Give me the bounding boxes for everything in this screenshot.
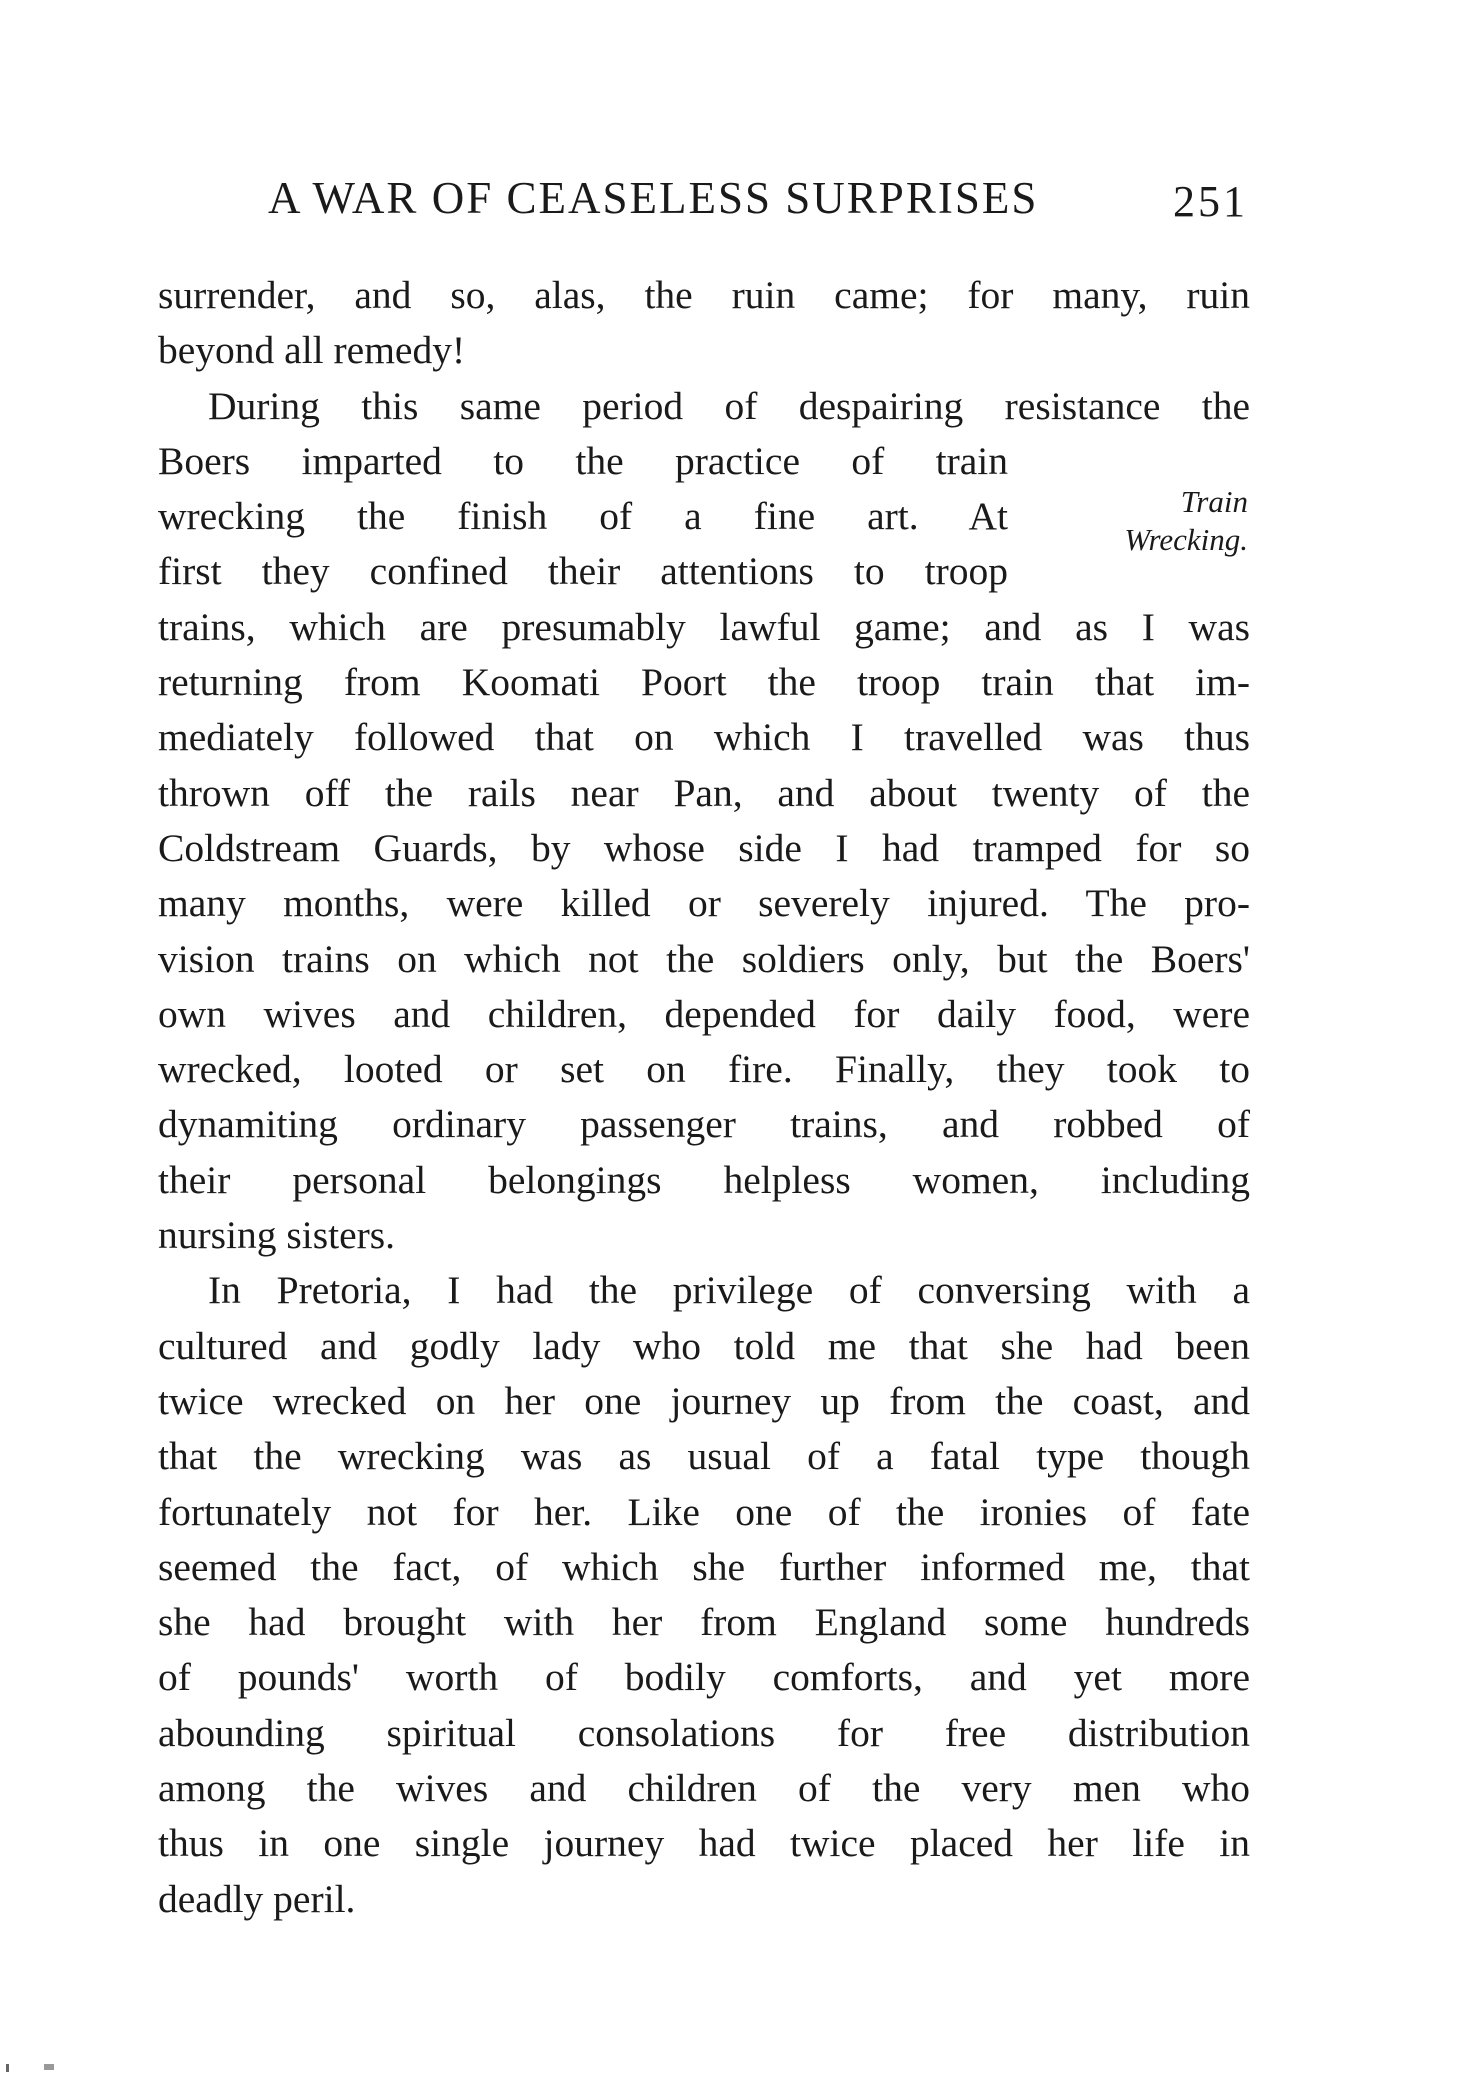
text-line: mediately followed that on which I travelled was thus bbox=[158, 715, 1250, 760]
text-line: she had brought with her from England some hundreds bbox=[158, 1600, 1250, 1645]
text-line: cultured and godly lady who told me that she had been bbox=[158, 1323, 1250, 1368]
running-title: A WAR OF CEASELESS SURPRISES bbox=[268, 173, 1039, 223]
text-line: vision trains on which not the soldiers only, but the Boers' bbox=[158, 936, 1250, 981]
text-line: first they confined their attentions to troop bbox=[158, 549, 1008, 594]
scan-artifact-icon bbox=[4, 2060, 64, 2074]
text-line: fortunately not for her. Like one of the ironies of fate bbox=[158, 1489, 1250, 1534]
text-line: thrown off the rails near Pan, and about twenty of the bbox=[158, 770, 1250, 815]
text-line: wrecked, looted or set on fire. Finally, they took to bbox=[158, 1047, 1250, 1092]
text-line: trains, which are presumably lawful game; and as I was bbox=[158, 604, 1250, 649]
text-line: deadly peril. bbox=[158, 1876, 356, 1921]
text-line: of pounds' worth of bodily comforts, and yet more bbox=[158, 1655, 1250, 1700]
text-line: nursing sisters. bbox=[158, 1213, 395, 1258]
text-line: that the wrecking was as usual of a fatal type though bbox=[158, 1434, 1250, 1479]
text-line: own wives and children, depended for daily food, were bbox=[158, 991, 1250, 1036]
text-line: abounding spiritual consolations for free distribution bbox=[158, 1710, 1250, 1755]
text-line: seemed the fact, of which she further informed me, that bbox=[158, 1544, 1250, 1589]
scan-artifact bbox=[4, 2060, 64, 2079]
text-line: their personal belongings helpless women, including bbox=[158, 1157, 1250, 1202]
margin-note-line: Train bbox=[1180, 484, 1248, 519]
text-line: surrender, and so, alas, the ruin came; for many, ruin bbox=[158, 273, 1250, 317]
text-line: Boers imparted to the practice of train bbox=[158, 438, 1008, 483]
text-line: Coldstream Guards, by whose side I had tramped for so bbox=[158, 825, 1250, 870]
text-line: twice wrecked on her one journey up from the coast, and bbox=[158, 1378, 1250, 1423]
page-header bbox=[268, 172, 1248, 232]
text-line: returning from Koomati Poort the troop train that im- bbox=[158, 660, 1250, 705]
margin-note-line: Wrecking. bbox=[1124, 522, 1248, 557]
text-line: beyond all remedy! bbox=[158, 328, 466, 373]
text-line: dynamiting ordinary passenger trains, and robbed of bbox=[158, 1102, 1250, 1147]
text-line: During this same period of despairing resistance the bbox=[208, 383, 1250, 428]
page-number: 251 bbox=[1173, 177, 1248, 226]
body-text bbox=[158, 268, 1250, 1927]
text-line: thus in one single journey had twice placed her life in bbox=[158, 1821, 1250, 1866]
text-line: among the wives and children of the very men who bbox=[158, 1766, 1250, 1811]
text-line: In Pretoria, I had the privilege of conversing with a bbox=[208, 1268, 1250, 1313]
text-line: many months, were killed or severely injured. The pro- bbox=[158, 881, 1250, 926]
text-line: wrecking the finish of a fine art. At bbox=[158, 494, 1008, 539]
